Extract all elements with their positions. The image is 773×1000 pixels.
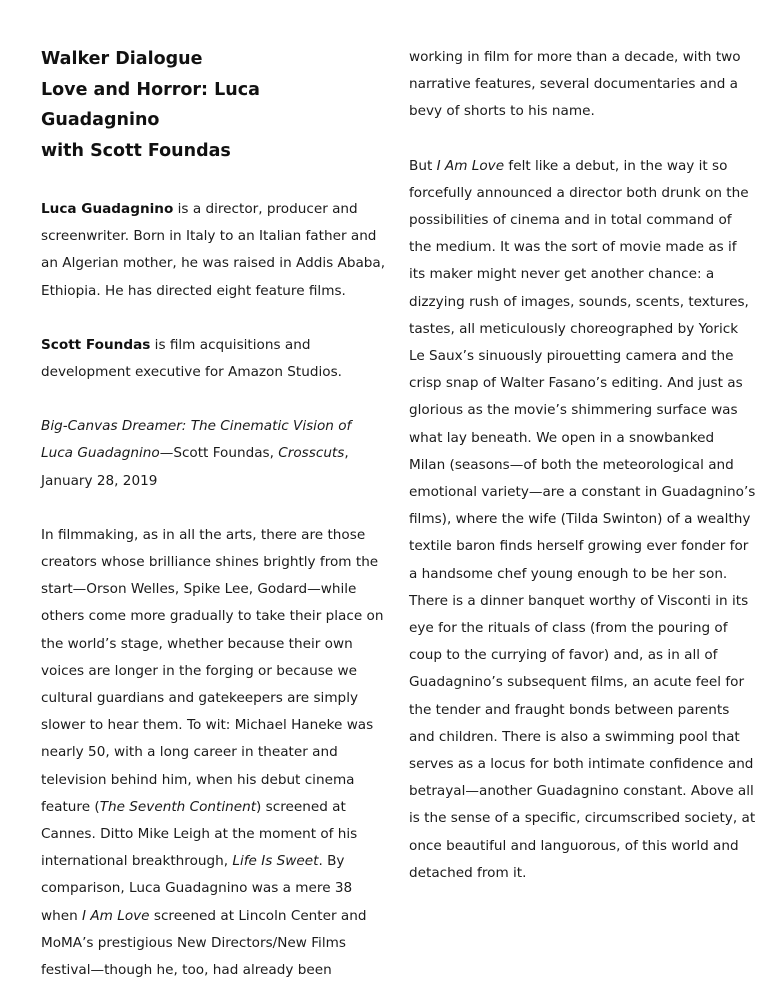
article-body-right-p1: working in film for more than a decade, with two narrative features, several documentaries and a bevy of shorts to his name. <box>409 49 741 120</box>
right-column <box>409 44 759 887</box>
citation: Big-Canvas Dreamer: The Cinematic Vision of Luca Guadagnino—Scott Foundas, Crosscuts, January 28, 2019 <box>41 413 381 495</box>
event-title-line1: Love and Horror: Luca Guadagnino <box>41 79 260 130</box>
article-body-left: In filmmaking, as in all the arts, there are those creators whose brilliance shines brightly from the start—Orson Welles, Spike Lee, Godard—while others come more gradually to take their place on the world’s stage, whether because their own voices are longer in the forging or because we cultural guardians and gatekeepers are simply slower to hear them. To wit: Michael Haneke was nearly 50, with a long career in theater and television behind him, when his debut cinema feature (The Seventh Continent) screened at Cannes. Ditto Mike Leigh at the moment of his international breakthrough, Life Is Sweet. By comparison, Luca Guadagnino was a mere 38 when I Am Love screened at Lincoln Center and MoMA’s prestigious New Directors/New Films festival—though he, too, had already been <box>41 526 384 979</box>
film-title: Life Is Sweet <box>232 853 319 870</box>
article-title: Big-Canvas Dreamer: The Cinematic Vision of <box>41 418 352 435</box>
left-column <box>41 44 386 984</box>
bio-name: Scott Foundas <box>41 336 151 353</box>
article-author: —Scott Foundas, <box>159 445 279 462</box>
event-title-line2: with Scott Foundas <box>41 140 231 161</box>
film-title: I Am Love <box>82 907 150 924</box>
bio-foundas: Scott Foundas is film acquisitions and development executive for Amazon Studios. <box>41 336 343 381</box>
article-body-right-p2: But I Am Love felt like a debut, in the way it so forcefully announced a director both drunk on the possibilities of cinema and in total command of the medium. It was the sort of movie made as if its maker might never get another chance: a dizzying rush of images, sounds, scents, textures, tastes, all meticulously choreographed by Yorick Le Saux’s sinuously pirouetting camera and the crisp snap of Walter Fasano’s editing. And just as glorious as the movie’s shimmering surface was what lay beneath. We open in a snowbanked Milan (seasons—of both the meteorological and emotional variety—are a constant in Guadagnino’s films), where the wife (Tilda Swinton) of a wealthy textile baron finds herself growing ever fonder for a handsome chef young enough to be her son. There is a dinner banquet worthy of Visconti in its eye for the rituals of class (from the pouring of coup to the currying of favor) and, as in all of Guadagnino’s subsequent films, an acute feel for the tender and fraught bonds between parents and children. There is also a swimming pool that serves as a locus for both intimate confidence and betrayal—another Guadagnino constant. Above all is the sense of a specific, circumscribed society, at once beautiful and languorous, of this world and detached from it. <box>409 157 756 881</box>
publication-name: Crosscuts <box>278 445 345 462</box>
bio-name: Luca Guadagnino <box>41 201 174 217</box>
bio-guadagnino: Luca Guadagnino is a director, producer and screenwriter. Born in Italy to an Italian father and an Algerian mother, he was raised in Addis Ababa, Ethiopia. He has directed eight feature films. <box>41 201 386 299</box>
article-date: January 28, 2019 <box>41 472 158 489</box>
film-title: The Seventh Continent <box>99 798 257 815</box>
film-title: I Am Love <box>436 157 505 174</box>
series-title: Walker Dialogue <box>41 49 203 69</box>
